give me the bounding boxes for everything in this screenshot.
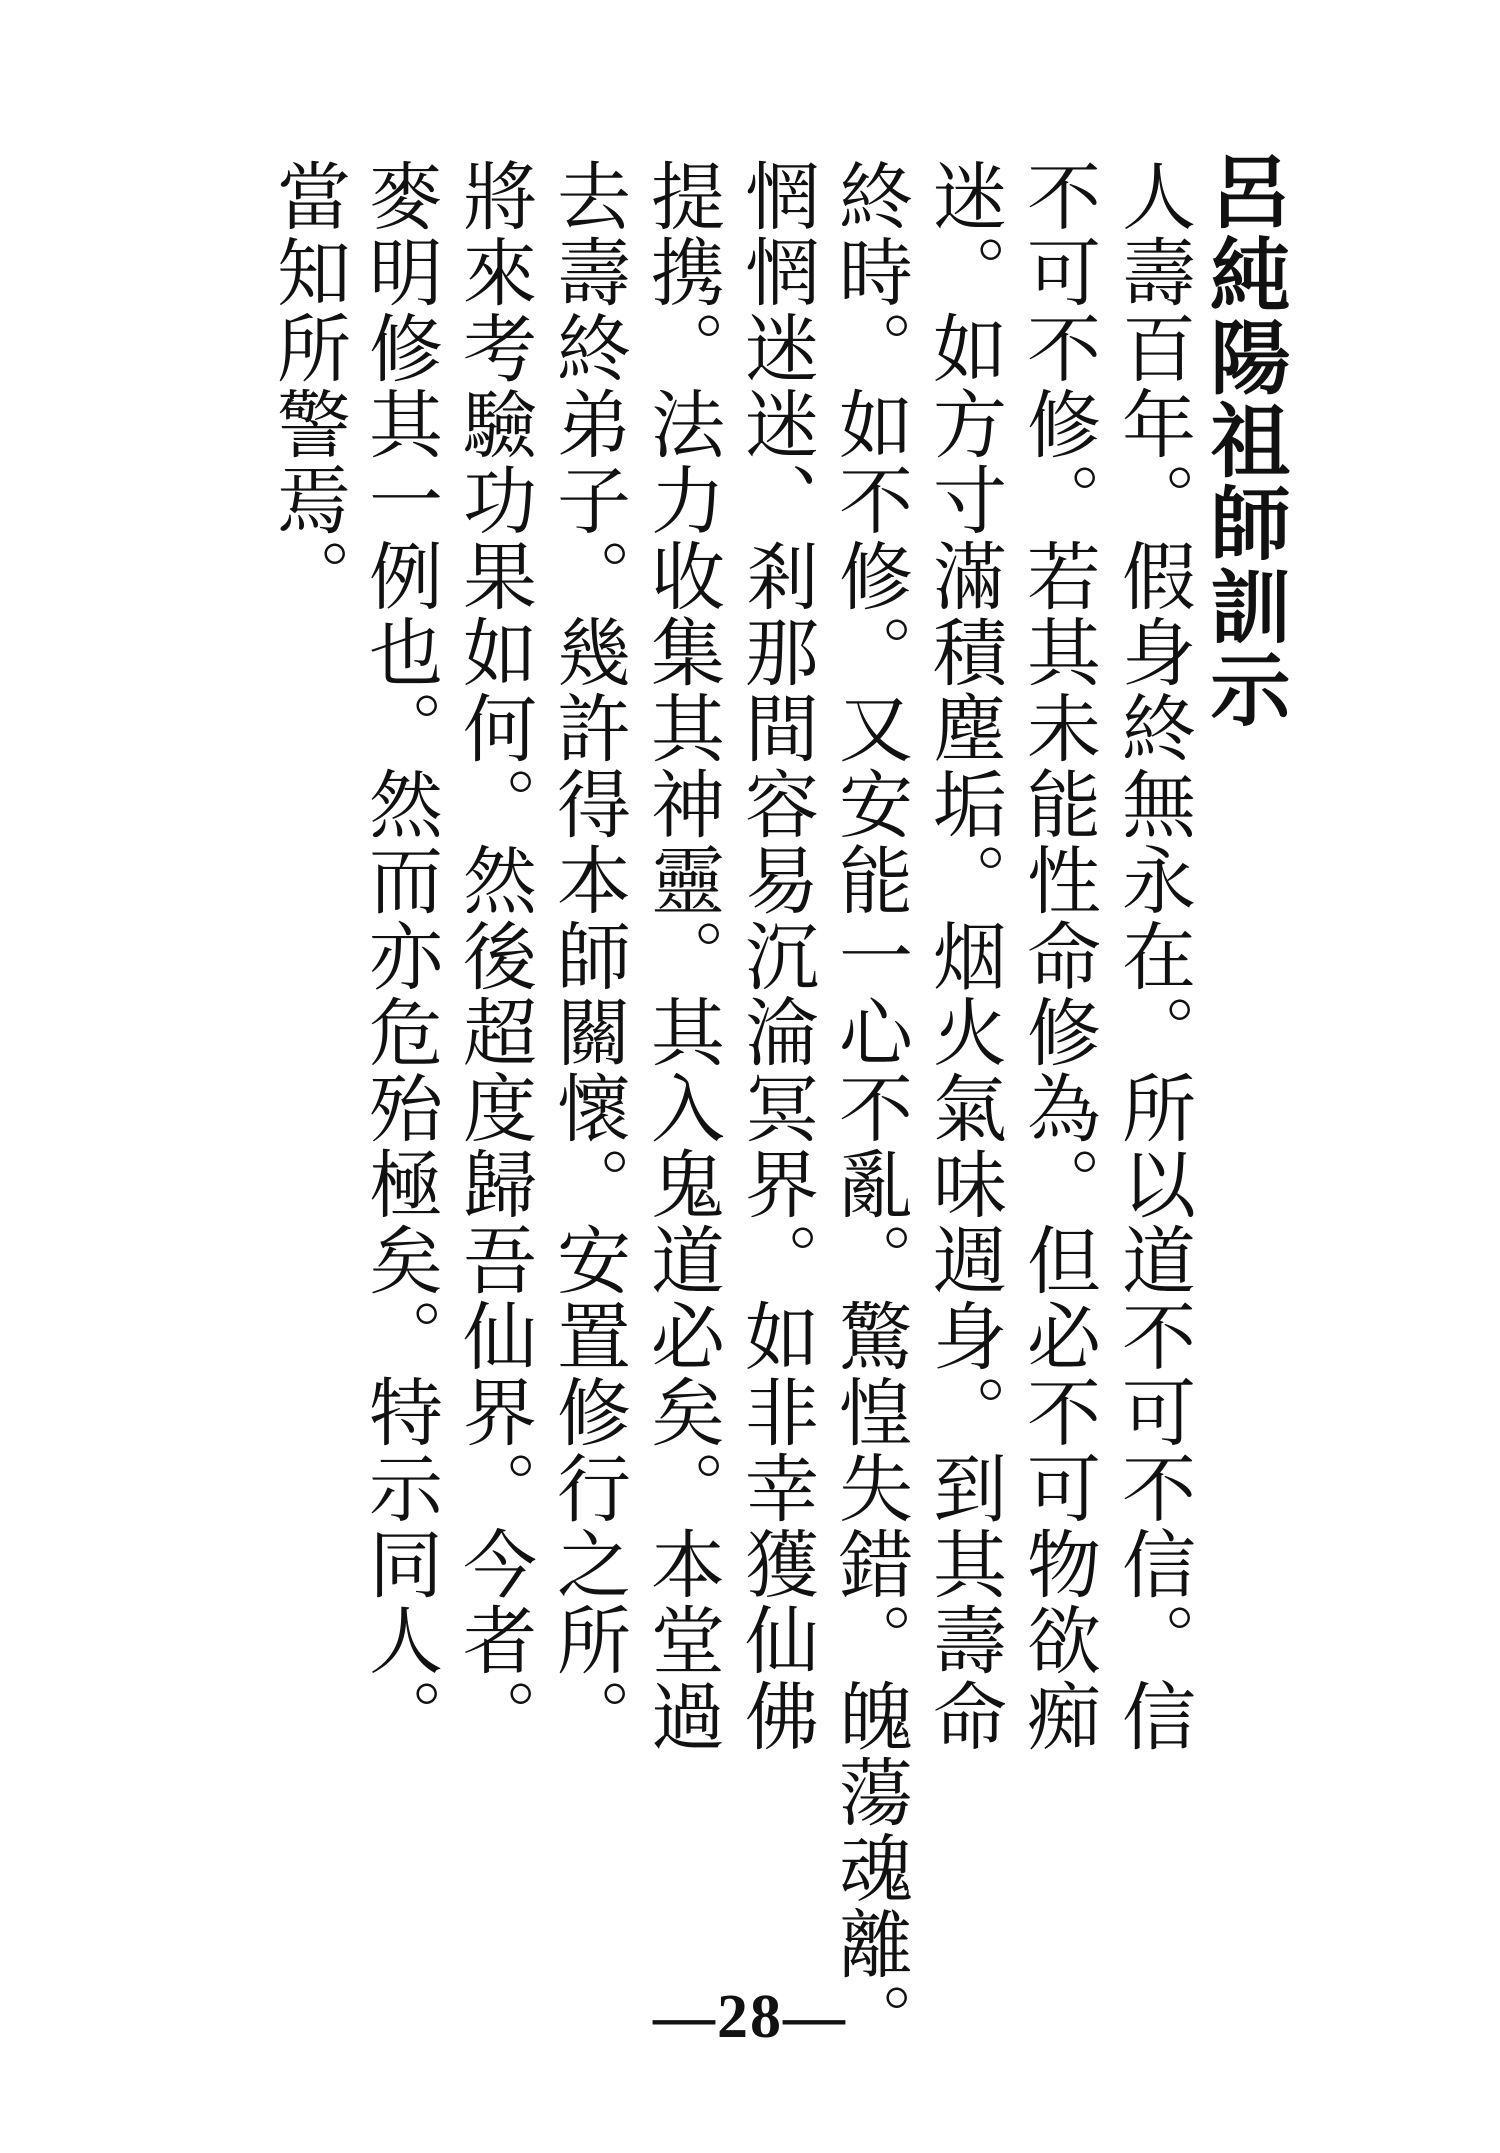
- text-column-5: 惘惘迷迷、剎那間容易沉淪冥界。如非幸獲仙佛: [733, 158, 819, 1754]
- text-column-2: 不可不修。若其未能性命修為。但必不可物欲痴: [1015, 158, 1101, 1754]
- text-column-8: 將來考驗功果如何。然後超度歸吾仙界。今者。: [451, 158, 537, 1754]
- text-column-6: 提携。法力收集其神靈。其入鬼道必矣。本堂過: [639, 158, 725, 1754]
- text-column-9: 麥明修其一例也。然而亦危殆極矣。特示同人。: [357, 158, 443, 1754]
- text-column-4: 終時。如不修。又安能一心不亂。驚惶失錯。魄蕩魂離。: [827, 158, 913, 2058]
- page-number: —28—: [653, 1983, 847, 2051]
- document-title: 呂純陽祖師訓示: [1197, 150, 1291, 731]
- text-column-3: 迷。如方寸滿積塵垢。烟火氣味週身。到其壽命: [921, 158, 1007, 1754]
- text-column-1: 人壽百年。假身終無永在。所以道不可不信。信: [1110, 158, 1196, 1754]
- text-column-7: 去壽終弟子。幾許得本師關懷。安置修行之所。: [545, 158, 631, 1754]
- text-column-10: 當知所警焉。: [265, 158, 351, 614]
